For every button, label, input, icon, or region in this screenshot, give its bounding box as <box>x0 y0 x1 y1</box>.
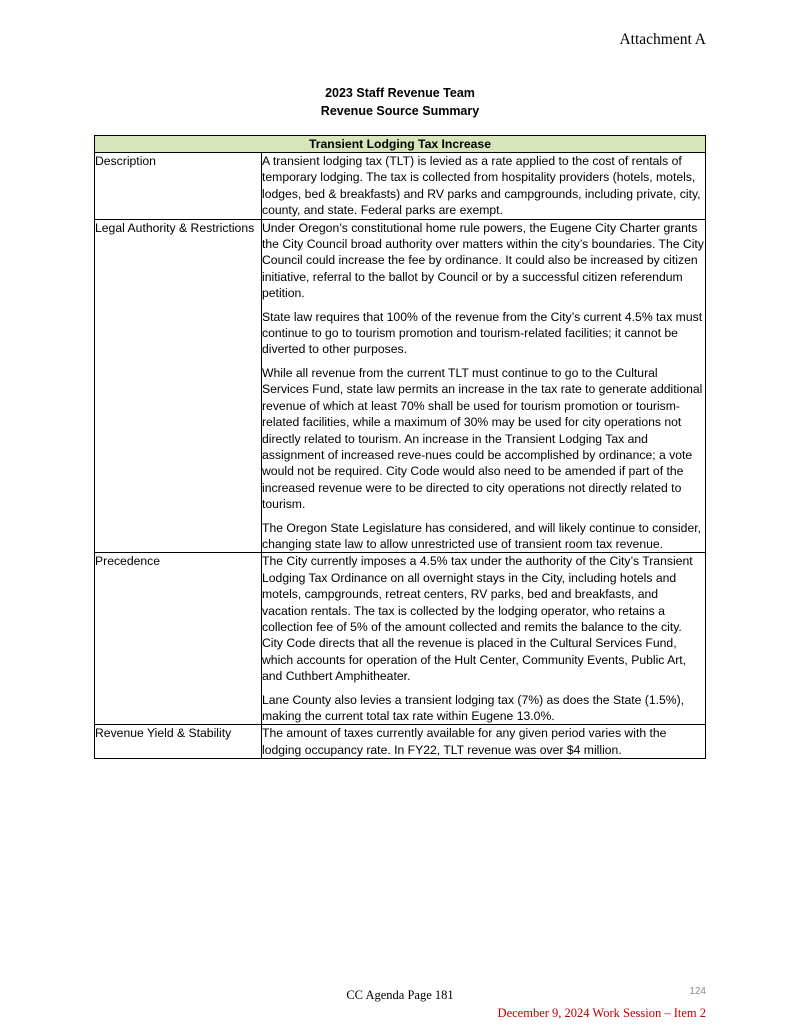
row-label: Legal Authority & Restrictions <box>95 219 262 553</box>
row-label: Revenue Yield & Stability <box>95 725 262 759</box>
heading-line-2: Revenue Source Summary <box>320 104 480 118</box>
page-number: 124 <box>689 986 706 997</box>
row-paragraph: A transient lodging tax (TLT) is levied as a rate applied to the cost of rentals of temporary lodging. The tax is collected from hospitality providers (hotels, motels, lodges, bed & breakfasts) and RV parks and campgrounds, including private, city, county, and state. Federal parks are exempt. <box>262 154 701 218</box>
table-banner: Transient Lodging Tax Increase <box>95 136 706 153</box>
row-content <box>262 553 706 725</box>
attachment-label: Attachment A <box>619 31 706 48</box>
row-paragraph: The Oregon State Legislature has considered, and will likely continue to consider, changing state law to allow unrestricted use of transient room tax revenue. <box>262 520 702 551</box>
row-content <box>262 153 706 220</box>
revenue-summary-table <box>94 135 706 759</box>
banner-row <box>95 136 706 153</box>
row-paragraph: While all revenue from the current TLT must continue to go to the Cultural Services Fund, state law permits an increase in the tax rate to generate additional revenue of which at least 70% shall be used for tourism promotion or tourism-related facilities, while a maximum of 30% may be used for city operations not directly related to tourism. An increase in the Transient Lodging Tax and assignment of increased reve-nues could be accomplished by ordinance; a vote would not be required. City Code would also need to be amended if part of the increased revenue were to be directed to city operations not directly related to tourism. <box>262 365 703 512</box>
table-row-precedence <box>95 553 706 725</box>
work-session-label: December 9, 2024 Work Session – Item 2 <box>497 1006 706 1020</box>
table-row-legal-authority <box>95 219 706 553</box>
row-paragraph: Lane County also levies a transient lodging tax (7%) as does the State (1.5%), making the current total tax rate within Eugene 13.0%. <box>262 692 685 723</box>
row-paragraph: The amount of taxes currently available for any given period varies with the lodging occupancy rate. In FY22, TLT revenue was over $4 million. <box>262 726 667 757</box>
document-heading <box>0 84 800 120</box>
table-row-description <box>95 153 706 220</box>
row-label: Description <box>95 153 262 220</box>
row-content <box>262 725 706 759</box>
agenda-page-label: CC Agenda Page 181 <box>346 988 454 1002</box>
row-paragraph: State law requires that 100% of the revenue from the City’s current 4.5% tax must continue to go to tourism promotion and tourism-related facilities; it cannot be diverted to other purposes. <box>262 309 703 357</box>
heading-line-1: 2023 Staff Revenue Team <box>325 86 475 100</box>
table-row-revenue-yield <box>95 725 706 759</box>
row-paragraph: The City currently imposes a 4.5% tax under the authority of the City’s Transient Lodging Tax Ordinance on all overnight stays in the City, including hotels and motels, campgrounds, retreat centers, RV parks, bed and breakfasts, and vacation rentals. The tax is collected by the lodging operator, who retains a collection fee of 5% of the amount collected and remits the balance to the city. City Code directs that all the revenue is placed in the Cultural Services Fund, which accounts for operation of the Hult Center, Community Events, Public Art, and Cuthbert Amphitheater. <box>262 554 693 684</box>
row-content <box>262 219 706 553</box>
row-paragraph: Under Oregon’s constitutional home rule powers, the Eugene City Charter grants the City Council broad authority over matters within the city’s boundaries. The City Council could increase the fee by ordinance. It could also be increased by citizen initiative, referral to the ballot by Council or by a successful citizen referendum petition. <box>262 220 704 301</box>
row-label: Precedence <box>95 553 262 725</box>
